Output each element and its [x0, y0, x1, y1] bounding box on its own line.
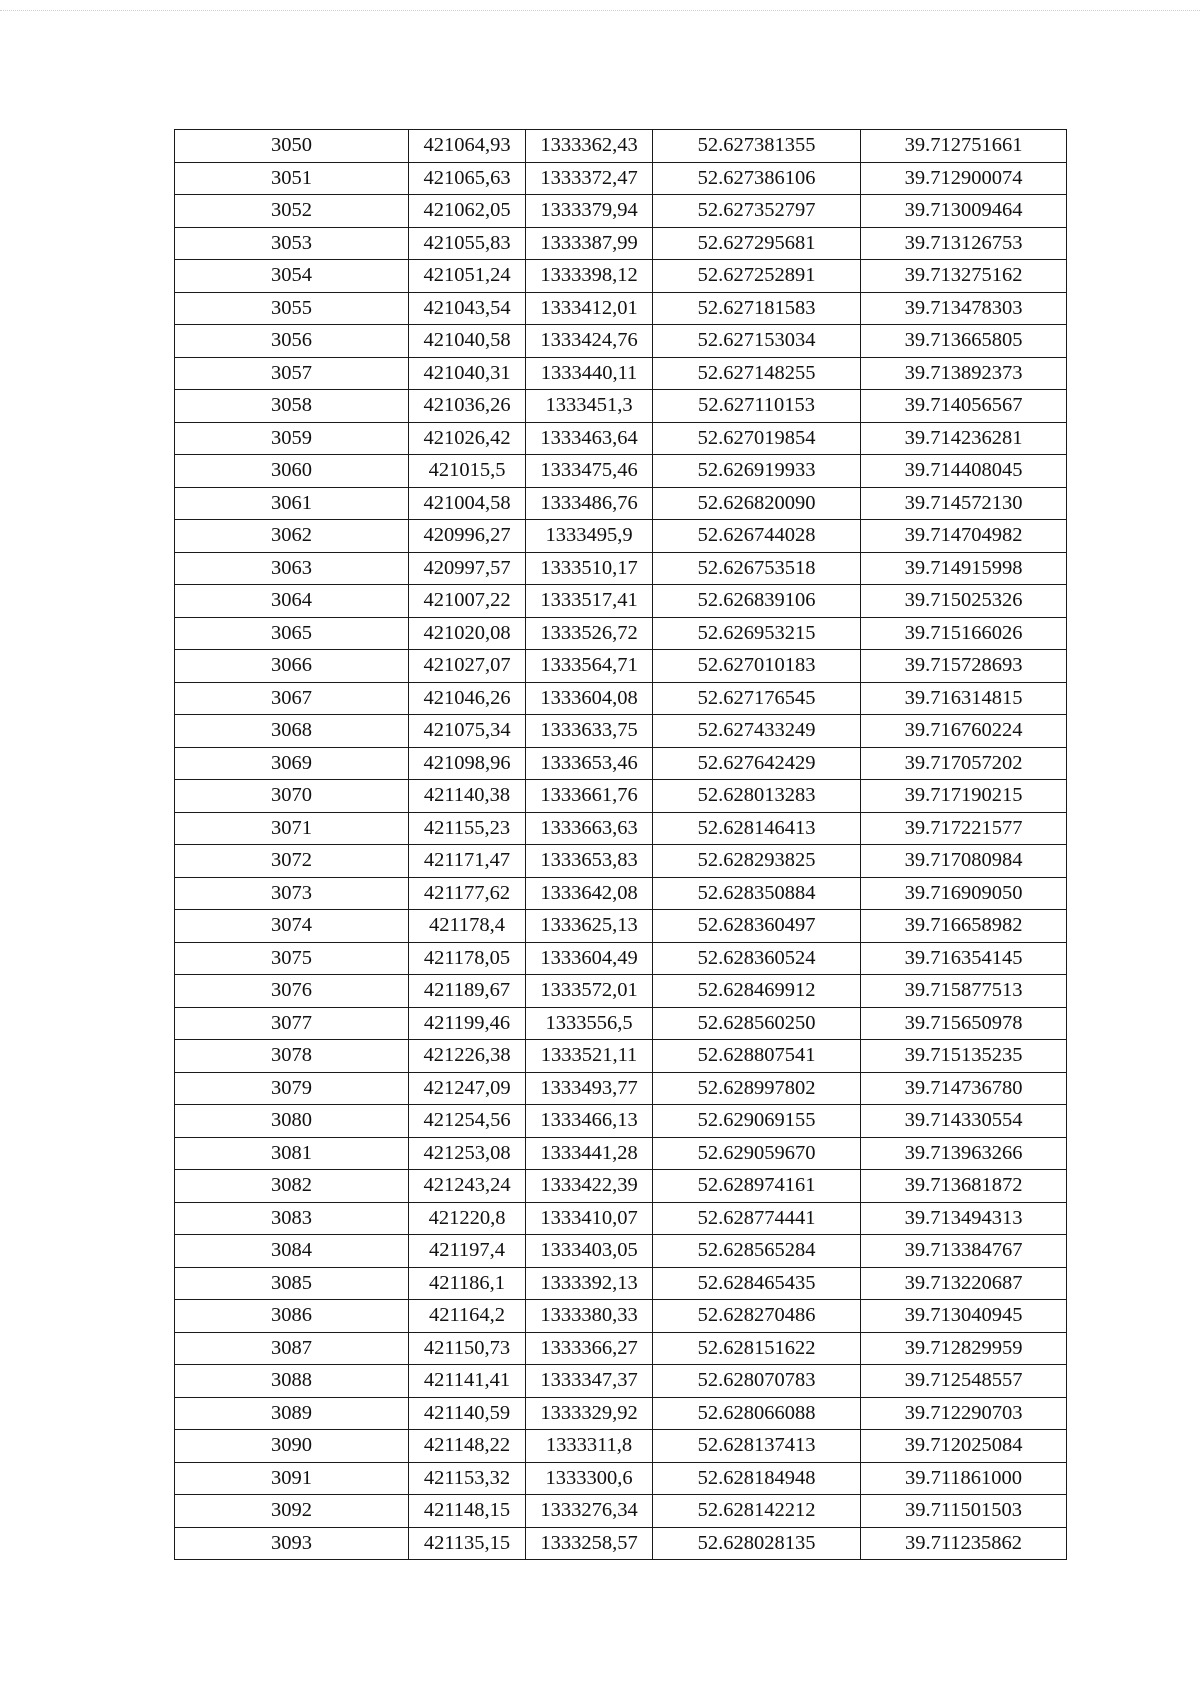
y-coordinate-cell: 1333276,34 [526, 1495, 653, 1528]
y-coordinate-cell: 1333653,83 [526, 845, 653, 878]
latitude-cell: 52.628465435 [653, 1267, 861, 1300]
x-coordinate-cell: 421171,47 [409, 845, 526, 878]
longitude-cell: 39.713275162 [861, 260, 1067, 293]
point-number-cell: 3070 [175, 780, 409, 813]
table-row [175, 422, 1067, 455]
longitude-cell: 39.715166026 [861, 617, 1067, 650]
latitude-cell: 52.627181583 [653, 292, 861, 325]
table-row [175, 552, 1067, 585]
point-number-cell: 3057 [175, 357, 409, 390]
latitude-cell: 52.626919933 [653, 455, 861, 488]
table-row [175, 195, 1067, 228]
table-row [175, 715, 1067, 748]
y-coordinate-cell: 1333410,07 [526, 1202, 653, 1235]
point-number-cell: 3055 [175, 292, 409, 325]
y-coordinate-cell: 1333422,39 [526, 1170, 653, 1203]
y-coordinate-cell: 1333440,11 [526, 357, 653, 390]
x-coordinate-cell: 421040,58 [409, 325, 526, 358]
table-row [175, 325, 1067, 358]
longitude-cell: 39.713494313 [861, 1202, 1067, 1235]
longitude-cell: 39.713126753 [861, 227, 1067, 260]
x-coordinate-cell: 421177,62 [409, 877, 526, 910]
table-row [175, 812, 1067, 845]
table-row [175, 227, 1067, 260]
latitude-cell: 52.628560250 [653, 1007, 861, 1040]
x-coordinate-cell: 421186,1 [409, 1267, 526, 1300]
y-coordinate-cell: 1333258,57 [526, 1527, 653, 1560]
table-row [175, 747, 1067, 780]
point-number-cell: 3090 [175, 1430, 409, 1463]
x-coordinate-cell: 421253,08 [409, 1137, 526, 1170]
longitude-cell: 39.712751661 [861, 130, 1067, 163]
longitude-cell: 39.717221577 [861, 812, 1067, 845]
y-coordinate-cell: 1333387,99 [526, 227, 653, 260]
point-number-cell: 3079 [175, 1072, 409, 1105]
table-row [175, 975, 1067, 1008]
latitude-cell: 52.627352797 [653, 195, 861, 228]
x-coordinate-cell: 421015,5 [409, 455, 526, 488]
x-coordinate-cell: 421007,22 [409, 585, 526, 618]
table-row [175, 1007, 1067, 1040]
longitude-cell: 39.714056567 [861, 390, 1067, 423]
x-coordinate-cell: 421062,05 [409, 195, 526, 228]
longitude-cell: 39.711235862 [861, 1527, 1067, 1560]
y-coordinate-cell: 1333653,46 [526, 747, 653, 780]
longitude-cell: 39.717057202 [861, 747, 1067, 780]
longitude-cell: 39.714236281 [861, 422, 1067, 455]
longitude-cell: 39.711861000 [861, 1462, 1067, 1495]
x-coordinate-cell: 421020,08 [409, 617, 526, 650]
point-number-cell: 3074 [175, 910, 409, 943]
x-coordinate-cell: 421040,31 [409, 357, 526, 390]
table-row [175, 162, 1067, 195]
point-number-cell: 3069 [175, 747, 409, 780]
x-coordinate-cell: 421065,63 [409, 162, 526, 195]
x-coordinate-cell: 421098,96 [409, 747, 526, 780]
longitude-cell: 39.714330554 [861, 1105, 1067, 1138]
longitude-cell: 39.713892373 [861, 357, 1067, 390]
y-coordinate-cell: 1333424,76 [526, 325, 653, 358]
point-number-cell: 3088 [175, 1365, 409, 1398]
table-row [175, 1462, 1067, 1495]
latitude-cell: 52.628066088 [653, 1397, 861, 1430]
longitude-cell: 39.712548557 [861, 1365, 1067, 1398]
table-row [175, 1495, 1067, 1528]
point-number-cell: 3064 [175, 585, 409, 618]
x-coordinate-cell: 421140,59 [409, 1397, 526, 1430]
y-coordinate-cell: 1333366,27 [526, 1332, 653, 1365]
x-coordinate-cell: 421153,32 [409, 1462, 526, 1495]
x-coordinate-cell: 421155,23 [409, 812, 526, 845]
latitude-cell: 52.627010183 [653, 650, 861, 683]
coordinates-table [174, 129, 1067, 1560]
y-coordinate-cell: 1333398,12 [526, 260, 653, 293]
y-coordinate-cell: 1333451,3 [526, 390, 653, 423]
x-coordinate-cell: 421140,38 [409, 780, 526, 813]
table-row [175, 780, 1067, 813]
y-coordinate-cell: 1333564,71 [526, 650, 653, 683]
y-coordinate-cell: 1333556,5 [526, 1007, 653, 1040]
table-row [175, 877, 1067, 910]
y-coordinate-cell: 1333466,13 [526, 1105, 653, 1138]
table-row [175, 1105, 1067, 1138]
x-coordinate-cell: 421004,58 [409, 487, 526, 520]
x-coordinate-cell: 421046,26 [409, 682, 526, 715]
x-coordinate-cell: 421178,05 [409, 942, 526, 975]
table-row [175, 650, 1067, 683]
point-number-cell: 3058 [175, 390, 409, 423]
table-row [175, 1202, 1067, 1235]
table-row [175, 1365, 1067, 1398]
x-coordinate-cell: 420997,57 [409, 552, 526, 585]
x-coordinate-cell: 421043,54 [409, 292, 526, 325]
y-coordinate-cell: 1333526,72 [526, 617, 653, 650]
y-coordinate-cell: 1333495,9 [526, 520, 653, 553]
latitude-cell: 52.628565284 [653, 1235, 861, 1268]
table-row [175, 910, 1067, 943]
table-row [175, 845, 1067, 878]
longitude-cell: 39.715025326 [861, 585, 1067, 618]
table-row [175, 260, 1067, 293]
point-number-cell: 3091 [175, 1462, 409, 1495]
x-coordinate-cell: 421254,56 [409, 1105, 526, 1138]
latitude-cell: 52.627148255 [653, 357, 861, 390]
table-row [175, 1300, 1067, 1333]
longitude-cell: 39.712025084 [861, 1430, 1067, 1463]
point-number-cell: 3081 [175, 1137, 409, 1170]
longitude-cell: 39.713009464 [861, 195, 1067, 228]
point-number-cell: 3068 [175, 715, 409, 748]
latitude-cell: 52.626753518 [653, 552, 861, 585]
point-number-cell: 3085 [175, 1267, 409, 1300]
point-number-cell: 3086 [175, 1300, 409, 1333]
coordinates-table-body [175, 130, 1067, 1560]
latitude-cell: 52.628013283 [653, 780, 861, 813]
x-coordinate-cell: 421075,34 [409, 715, 526, 748]
y-coordinate-cell: 1333372,47 [526, 162, 653, 195]
x-coordinate-cell: 421026,42 [409, 422, 526, 455]
point-number-cell: 3066 [175, 650, 409, 683]
point-number-cell: 3071 [175, 812, 409, 845]
table-row [175, 1235, 1067, 1268]
latitude-cell: 52.626953215 [653, 617, 861, 650]
point-number-cell: 3054 [175, 260, 409, 293]
y-coordinate-cell: 1333572,01 [526, 975, 653, 1008]
latitude-cell: 52.627642429 [653, 747, 861, 780]
scan-edge-line [0, 10, 1200, 11]
table-row [175, 1170, 1067, 1203]
point-number-cell: 3056 [175, 325, 409, 358]
latitude-cell: 52.627433249 [653, 715, 861, 748]
x-coordinate-cell: 421164,2 [409, 1300, 526, 1333]
latitude-cell: 52.628070783 [653, 1365, 861, 1398]
point-number-cell: 3062 [175, 520, 409, 553]
point-number-cell: 3075 [175, 942, 409, 975]
latitude-cell: 52.626744028 [653, 520, 861, 553]
table-row [175, 617, 1067, 650]
y-coordinate-cell: 1333493,77 [526, 1072, 653, 1105]
latitude-cell: 52.627153034 [653, 325, 861, 358]
latitude-cell: 52.626820090 [653, 487, 861, 520]
latitude-cell: 52.628137413 [653, 1430, 861, 1463]
x-coordinate-cell: 421247,09 [409, 1072, 526, 1105]
table-row [175, 520, 1067, 553]
longitude-cell: 39.716314815 [861, 682, 1067, 715]
x-coordinate-cell: 421178,4 [409, 910, 526, 943]
x-coordinate-cell: 421199,46 [409, 1007, 526, 1040]
longitude-cell: 39.712290703 [861, 1397, 1067, 1430]
y-coordinate-cell: 1333510,17 [526, 552, 653, 585]
longitude-cell: 39.713478303 [861, 292, 1067, 325]
x-coordinate-cell: 421150,73 [409, 1332, 526, 1365]
latitude-cell: 52.628360497 [653, 910, 861, 943]
y-coordinate-cell: 1333661,76 [526, 780, 653, 813]
latitude-cell: 52.628270486 [653, 1300, 861, 1333]
longitude-cell: 39.713040945 [861, 1300, 1067, 1333]
longitude-cell: 39.713963266 [861, 1137, 1067, 1170]
longitude-cell: 39.713665805 [861, 325, 1067, 358]
latitude-cell: 52.627176545 [653, 682, 861, 715]
y-coordinate-cell: 1333412,01 [526, 292, 653, 325]
longitude-cell: 39.714572130 [861, 487, 1067, 520]
latitude-cell: 52.627386106 [653, 162, 861, 195]
latitude-cell: 52.628997802 [653, 1072, 861, 1105]
x-coordinate-cell: 420996,27 [409, 520, 526, 553]
table-row [175, 585, 1067, 618]
table-row [175, 1267, 1067, 1300]
latitude-cell: 52.627381355 [653, 130, 861, 163]
y-coordinate-cell: 1333403,05 [526, 1235, 653, 1268]
y-coordinate-cell: 1333642,08 [526, 877, 653, 910]
latitude-cell: 52.626839106 [653, 585, 861, 618]
point-number-cell: 3093 [175, 1527, 409, 1560]
latitude-cell: 52.629059670 [653, 1137, 861, 1170]
longitude-cell: 39.714704982 [861, 520, 1067, 553]
longitude-cell: 39.712900074 [861, 162, 1067, 195]
latitude-cell: 52.628293825 [653, 845, 861, 878]
longitude-cell: 39.716658982 [861, 910, 1067, 943]
point-number-cell: 3080 [175, 1105, 409, 1138]
latitude-cell: 52.629069155 [653, 1105, 861, 1138]
y-coordinate-cell: 1333475,46 [526, 455, 653, 488]
y-coordinate-cell: 1333379,94 [526, 195, 653, 228]
y-coordinate-cell: 1333441,28 [526, 1137, 653, 1170]
latitude-cell: 52.628028135 [653, 1527, 861, 1560]
table-row [175, 1072, 1067, 1105]
point-number-cell: 3076 [175, 975, 409, 1008]
x-coordinate-cell: 421036,26 [409, 390, 526, 423]
point-number-cell: 3078 [175, 1040, 409, 1073]
x-coordinate-cell: 421141,41 [409, 1365, 526, 1398]
y-coordinate-cell: 1333663,63 [526, 812, 653, 845]
y-coordinate-cell: 1333300,6 [526, 1462, 653, 1495]
longitude-cell: 39.714408045 [861, 455, 1067, 488]
longitude-cell: 39.717190215 [861, 780, 1067, 813]
y-coordinate-cell: 1333625,13 [526, 910, 653, 943]
y-coordinate-cell: 1333486,76 [526, 487, 653, 520]
y-coordinate-cell: 1333329,92 [526, 1397, 653, 1430]
x-coordinate-cell: 421243,24 [409, 1170, 526, 1203]
latitude-cell: 52.628974161 [653, 1170, 861, 1203]
x-coordinate-cell: 421148,15 [409, 1495, 526, 1528]
latitude-cell: 52.627019854 [653, 422, 861, 455]
point-number-cell: 3061 [175, 487, 409, 520]
y-coordinate-cell: 1333347,37 [526, 1365, 653, 1398]
latitude-cell: 52.628151622 [653, 1332, 861, 1365]
point-number-cell: 3053 [175, 227, 409, 260]
point-number-cell: 3084 [175, 1235, 409, 1268]
longitude-cell: 39.713681872 [861, 1170, 1067, 1203]
y-coordinate-cell: 1333380,33 [526, 1300, 653, 1333]
x-coordinate-cell: 421064,93 [409, 130, 526, 163]
x-coordinate-cell: 421226,38 [409, 1040, 526, 1073]
table-row [175, 455, 1067, 488]
latitude-cell: 52.628774441 [653, 1202, 861, 1235]
point-number-cell: 3092 [175, 1495, 409, 1528]
latitude-cell: 52.628146413 [653, 812, 861, 845]
point-number-cell: 3073 [175, 877, 409, 910]
latitude-cell: 52.628142212 [653, 1495, 861, 1528]
latitude-cell: 52.627252891 [653, 260, 861, 293]
y-coordinate-cell: 1333521,11 [526, 1040, 653, 1073]
x-coordinate-cell: 421148,22 [409, 1430, 526, 1463]
table-row [175, 130, 1067, 163]
point-number-cell: 3060 [175, 455, 409, 488]
longitude-cell: 39.713220687 [861, 1267, 1067, 1300]
table-row [175, 1397, 1067, 1430]
table-row [175, 357, 1067, 390]
latitude-cell: 52.628807541 [653, 1040, 861, 1073]
x-coordinate-cell: 421189,67 [409, 975, 526, 1008]
x-coordinate-cell: 421051,24 [409, 260, 526, 293]
longitude-cell: 39.714736780 [861, 1072, 1067, 1105]
longitude-cell: 39.715728693 [861, 650, 1067, 683]
latitude-cell: 52.627110153 [653, 390, 861, 423]
point-number-cell: 3072 [175, 845, 409, 878]
longitude-cell: 39.712829959 [861, 1332, 1067, 1365]
point-number-cell: 3063 [175, 552, 409, 585]
longitude-cell: 39.715135235 [861, 1040, 1067, 1073]
x-coordinate-cell: 421135,15 [409, 1527, 526, 1560]
x-coordinate-cell: 421197,4 [409, 1235, 526, 1268]
point-number-cell: 3052 [175, 195, 409, 228]
point-number-cell: 3077 [175, 1007, 409, 1040]
point-number-cell: 3051 [175, 162, 409, 195]
table-row [175, 1430, 1067, 1463]
point-number-cell: 3083 [175, 1202, 409, 1235]
point-number-cell: 3050 [175, 130, 409, 163]
x-coordinate-cell: 421055,83 [409, 227, 526, 260]
longitude-cell: 39.716760224 [861, 715, 1067, 748]
point-number-cell: 3067 [175, 682, 409, 715]
table-row [175, 292, 1067, 325]
y-coordinate-cell: 1333517,41 [526, 585, 653, 618]
longitude-cell: 39.711501503 [861, 1495, 1067, 1528]
table-row [175, 487, 1067, 520]
y-coordinate-cell: 1333633,75 [526, 715, 653, 748]
longitude-cell: 39.715650978 [861, 1007, 1067, 1040]
point-number-cell: 3087 [175, 1332, 409, 1365]
latitude-cell: 52.628469912 [653, 975, 861, 1008]
table-row [175, 942, 1067, 975]
y-coordinate-cell: 1333362,43 [526, 130, 653, 163]
point-number-cell: 3059 [175, 422, 409, 455]
point-number-cell: 3082 [175, 1170, 409, 1203]
latitude-cell: 52.628350884 [653, 877, 861, 910]
table-row [175, 390, 1067, 423]
longitude-cell: 39.715877513 [861, 975, 1067, 1008]
point-number-cell: 3089 [175, 1397, 409, 1430]
table-row [175, 1332, 1067, 1365]
longitude-cell: 39.714915998 [861, 552, 1067, 585]
table-row [175, 682, 1067, 715]
x-coordinate-cell: 421027,07 [409, 650, 526, 683]
y-coordinate-cell: 1333604,08 [526, 682, 653, 715]
y-coordinate-cell: 1333311,8 [526, 1430, 653, 1463]
y-coordinate-cell: 1333392,13 [526, 1267, 653, 1300]
table-row [175, 1137, 1067, 1170]
y-coordinate-cell: 1333463,64 [526, 422, 653, 455]
latitude-cell: 52.628184948 [653, 1462, 861, 1495]
longitude-cell: 39.713384767 [861, 1235, 1067, 1268]
point-number-cell: 3065 [175, 617, 409, 650]
latitude-cell: 52.627295681 [653, 227, 861, 260]
longitude-cell: 39.717080984 [861, 845, 1067, 878]
table-row [175, 1527, 1067, 1560]
y-coordinate-cell: 1333604,49 [526, 942, 653, 975]
latitude-cell: 52.628360524 [653, 942, 861, 975]
x-coordinate-cell: 421220,8 [409, 1202, 526, 1235]
longitude-cell: 39.716909050 [861, 877, 1067, 910]
table-row [175, 1040, 1067, 1073]
longitude-cell: 39.716354145 [861, 942, 1067, 975]
